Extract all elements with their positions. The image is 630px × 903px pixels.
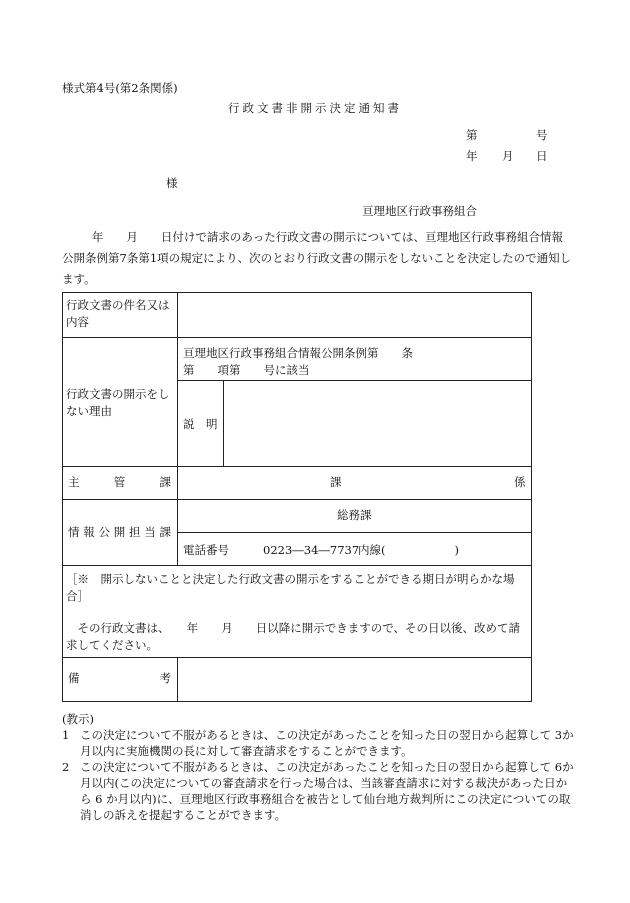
phone-number: 0223―34―7737 bbox=[263, 543, 360, 557]
info-disclosure-label bbox=[68, 524, 171, 541]
form-number: 様式第4号(第2条関係) bbox=[62, 81, 178, 95]
instruction-notes bbox=[62, 711, 574, 823]
label-char: 管 bbox=[113, 475, 126, 489]
chief-ka: 課 bbox=[330, 475, 342, 489]
table-line bbox=[62, 292, 63, 702]
label-char: 当 bbox=[144, 525, 156, 539]
table-line bbox=[177, 380, 532, 381]
note-item bbox=[62, 759, 574, 823]
label-char: 公 bbox=[98, 525, 110, 539]
table-line bbox=[177, 532, 532, 533]
phone-extension: 内線( ) bbox=[358, 543, 459, 557]
label-char: 報 bbox=[83, 525, 95, 539]
period-note: ［※ 開示しないことと決定した行政文書の開示をすることができる期日が明らかな場合］ bbox=[66, 572, 515, 603]
label-char: 開 bbox=[113, 525, 126, 539]
body-text bbox=[62, 227, 574, 290]
label-char: 考 bbox=[159, 671, 171, 685]
label-char: 課 bbox=[159, 525, 171, 539]
date-year: 年 bbox=[466, 149, 478, 163]
reason-line-2: 第 項第 号に該当 bbox=[183, 363, 310, 377]
note-item bbox=[62, 727, 574, 759]
document-title: 行政文書非開示決定通知書 bbox=[228, 101, 402, 115]
number-go: 号 bbox=[536, 128, 548, 142]
table-line bbox=[177, 657, 178, 702]
table-line bbox=[62, 466, 532, 467]
label-char: 課 bbox=[159, 475, 171, 489]
table-line bbox=[62, 701, 532, 702]
number-dai: 第 bbox=[466, 128, 478, 142]
table-line bbox=[62, 499, 532, 500]
table-line bbox=[62, 565, 532, 566]
table-line bbox=[223, 380, 224, 467]
notice-table bbox=[62, 292, 532, 702]
table-line bbox=[531, 292, 532, 702]
label-char: 情 bbox=[68, 525, 80, 539]
notes-heading: (教示) bbox=[62, 712, 94, 726]
explanation-label: 説 明 bbox=[183, 417, 218, 431]
reason-line-1: 亘理地区行政事務組合情報公開条例第 条 bbox=[183, 346, 413, 360]
date-month: 月 bbox=[502, 149, 514, 163]
table-line bbox=[62, 657, 532, 658]
label-char: 主 bbox=[68, 475, 80, 489]
issuing-organization: 亘理地区行政事務組合 bbox=[362, 204, 477, 218]
table-line bbox=[62, 292, 532, 293]
period-text: その行政文書は、 年 月 日以降に開示できますので、その日以後、改めて請求してください。 bbox=[66, 621, 521, 652]
date-day: 日 bbox=[536, 149, 548, 163]
label-char: 担 bbox=[129, 525, 141, 539]
addressee-sama: 様 bbox=[166, 176, 178, 190]
note-text: この決定について不服があるときは、この決定があったことを知った日の翌日から起算して 6か月以内(この決定についての審査請求を行った場合は、当該審査請求に対する裁決があった日から 6 か月以内)に、亘理地区行政事務組合を被告として仙台地方裁判所にこの決定についての取消しの訴えを提起することができます。 bbox=[80, 760, 574, 822]
phone-label: 電話番号 bbox=[183, 543, 229, 557]
note-text: この決定について不服があるときは、この決定があったことを知った日の翌日から起算して 3か月以内に実施機関の長に対して審査請求をすることができます。 bbox=[80, 728, 574, 758]
table-line bbox=[177, 292, 178, 566]
chief-department-label bbox=[68, 474, 171, 491]
note-number: 1 bbox=[62, 728, 70, 742]
body-paragraph: 年 月 日付けで請求のあった行政文書の開示については、亘理地区行政事務組合情報公開条例第7条第1項の規定により、次のとおり行政文書の開示をしないことを決定したので通知します。 bbox=[62, 230, 572, 286]
chief-kakari: 係 bbox=[514, 475, 526, 489]
info-department: 総務課 bbox=[337, 508, 372, 522]
doc-name-label: 行政文書の件名又は内容 bbox=[66, 298, 170, 329]
note-number: 2 bbox=[62, 760, 70, 774]
label-char: 備 bbox=[68, 671, 80, 685]
table-line bbox=[62, 337, 532, 338]
reason-label: 行政文書の開示をしない理由 bbox=[66, 387, 170, 418]
remarks-label bbox=[68, 670, 171, 687]
